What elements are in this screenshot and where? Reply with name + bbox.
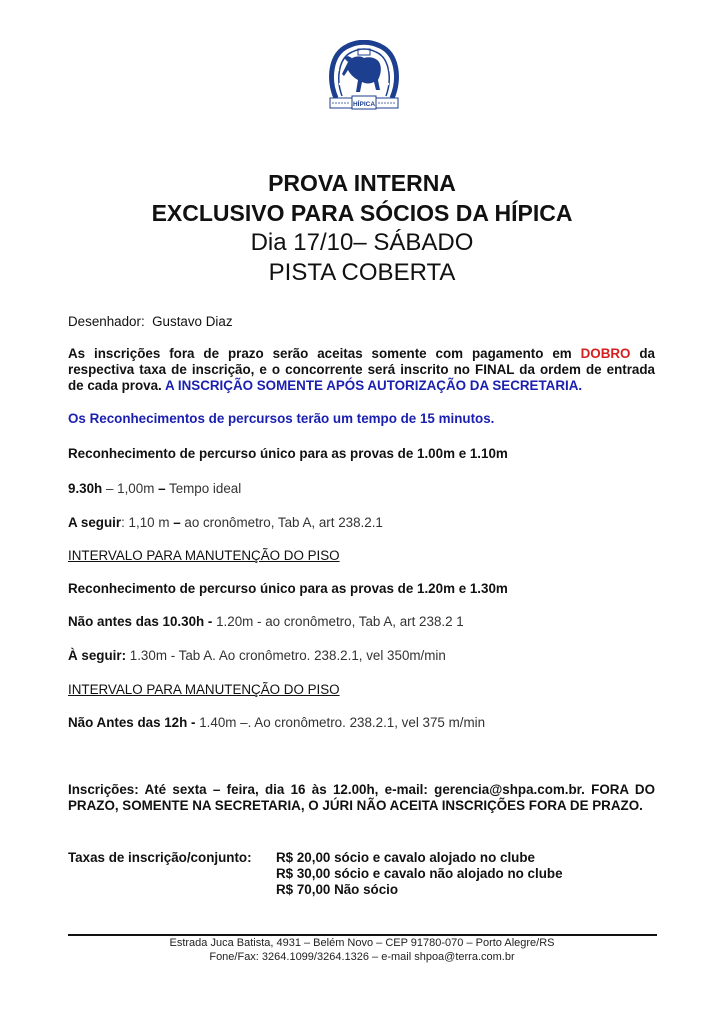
interval-notice-1: INTERVALO PARA MANUTENÇÃO DO PISO (68, 548, 340, 563)
late-entries-text-1: As inscrições fora de prazo serão aceitas somente com pagamento em (68, 346, 581, 361)
interval-notice-2: INTERVALO PARA MANUTENÇÃO DO PISO (68, 682, 340, 697)
schedule-heading-1: Reconhecimento de percurso único para as provas de 1.00m e 1.10m (68, 446, 508, 461)
separator: – (173, 515, 181, 530)
designer-name: Gustavo Diaz (152, 314, 233, 329)
registration-paragraph: Inscrições: Até sexta – feira, dia 16 às 12.00h, e-mail: gerencia@shpa.com.br. FORA DO PRAZO, SOMENTE NA SECRETARIA, O JÚRI NÃO ACEITA INSCRIÇÕES FORA DE PRAZO. (68, 782, 655, 813)
schedule-event-12h (68, 715, 485, 730)
event-details: 1,00m (117, 481, 159, 496)
event-details: 1.20m - ao cronômetro, Tab A, art 238.2 1 (216, 614, 464, 629)
fees-label: Taxas de inscrição/conjunto: (68, 850, 252, 865)
event-time: Não antes das 10.30h - (68, 614, 217, 629)
designer-label: Desenhador: (68, 314, 145, 329)
event-time: A seguir (68, 515, 122, 530)
schedule-event-130 (68, 648, 446, 663)
schedule-event-1030 (68, 614, 464, 629)
footer-address: Estrada Juca Batista, 4931 – Belém Novo – CEP 91780-070 – Porto Alegre/RS (169, 937, 555, 949)
event-time: Não Antes das 12h - (68, 715, 200, 730)
fee-item-member-housed: R$ 20,00 sócio e cavalo alojado no clube (276, 850, 535, 865)
event-title-block (0, 168, 724, 288)
hipica-logo (326, 40, 402, 112)
event-time: À seguir: (68, 648, 130, 663)
title-venue: PISTA COBERTA (268, 259, 456, 286)
title-date: Dia 17/10– SÁBADO (250, 229, 474, 256)
event-details: 1.40m –. Ao cronômetro. 238.2.1, vel 375 m/min (199, 715, 486, 730)
schedule-event-930 (68, 481, 241, 496)
schedule-event-a-seguir (68, 515, 383, 530)
fee-item-member-not-housed: R$ 30,00 sócio e cavalo não alojado no clube (276, 866, 563, 881)
authorization-notice: A INSCRIÇÃO SOMENTE APÓS AUTORIZAÇÃO DA SECRETARIA. (165, 378, 583, 393)
double-fee-highlight: DOBRO (580, 346, 631, 361)
footer-contact: Fone/Fax: 3264.1099/3264.1326 – e-mail shpoa@terra.com.br (209, 951, 515, 963)
title-exclusivo: EXCLUSIVO PARA SÓCIOS DA HÍPICA (151, 200, 573, 226)
event-time: 9.30h (68, 481, 103, 496)
course-designer (68, 314, 233, 329)
footer-divider (68, 934, 657, 936)
event-details: ao cronômetro, Tab A, art 238.2.1 (180, 515, 383, 530)
recognition-time-notice: Os Reconhecimentos de percursos terão um tempo de 15 minutos. (68, 411, 495, 426)
event-details: : 1,10 m (121, 515, 174, 530)
event-details: 1.30m - Tab A. Ao cronômetro. 238.2.1, vel 350m/min (129, 648, 446, 663)
schedule-heading-2: Reconhecimento de percurso único para as provas de 1.20m e 1.30m (68, 581, 508, 596)
fee-item-non-member: R$ 70,00 Não sócio (276, 882, 399, 897)
late-entries-text-2: da respectiva taxa de inscrição, e o concorrente será inscrito no FINAL da ordem de entrada de cada prova. (68, 346, 655, 393)
logo-banner-text: HÍPICA (352, 101, 376, 108)
separator: – (102, 481, 118, 496)
horseshoe-horse-icon (326, 40, 402, 112)
separator: – (158, 481, 166, 496)
event-details: Tempo ideal (165, 481, 242, 496)
late-entries-paragraph (68, 346, 655, 394)
title-prova-interna: PROVA INTERNA (268, 170, 456, 196)
